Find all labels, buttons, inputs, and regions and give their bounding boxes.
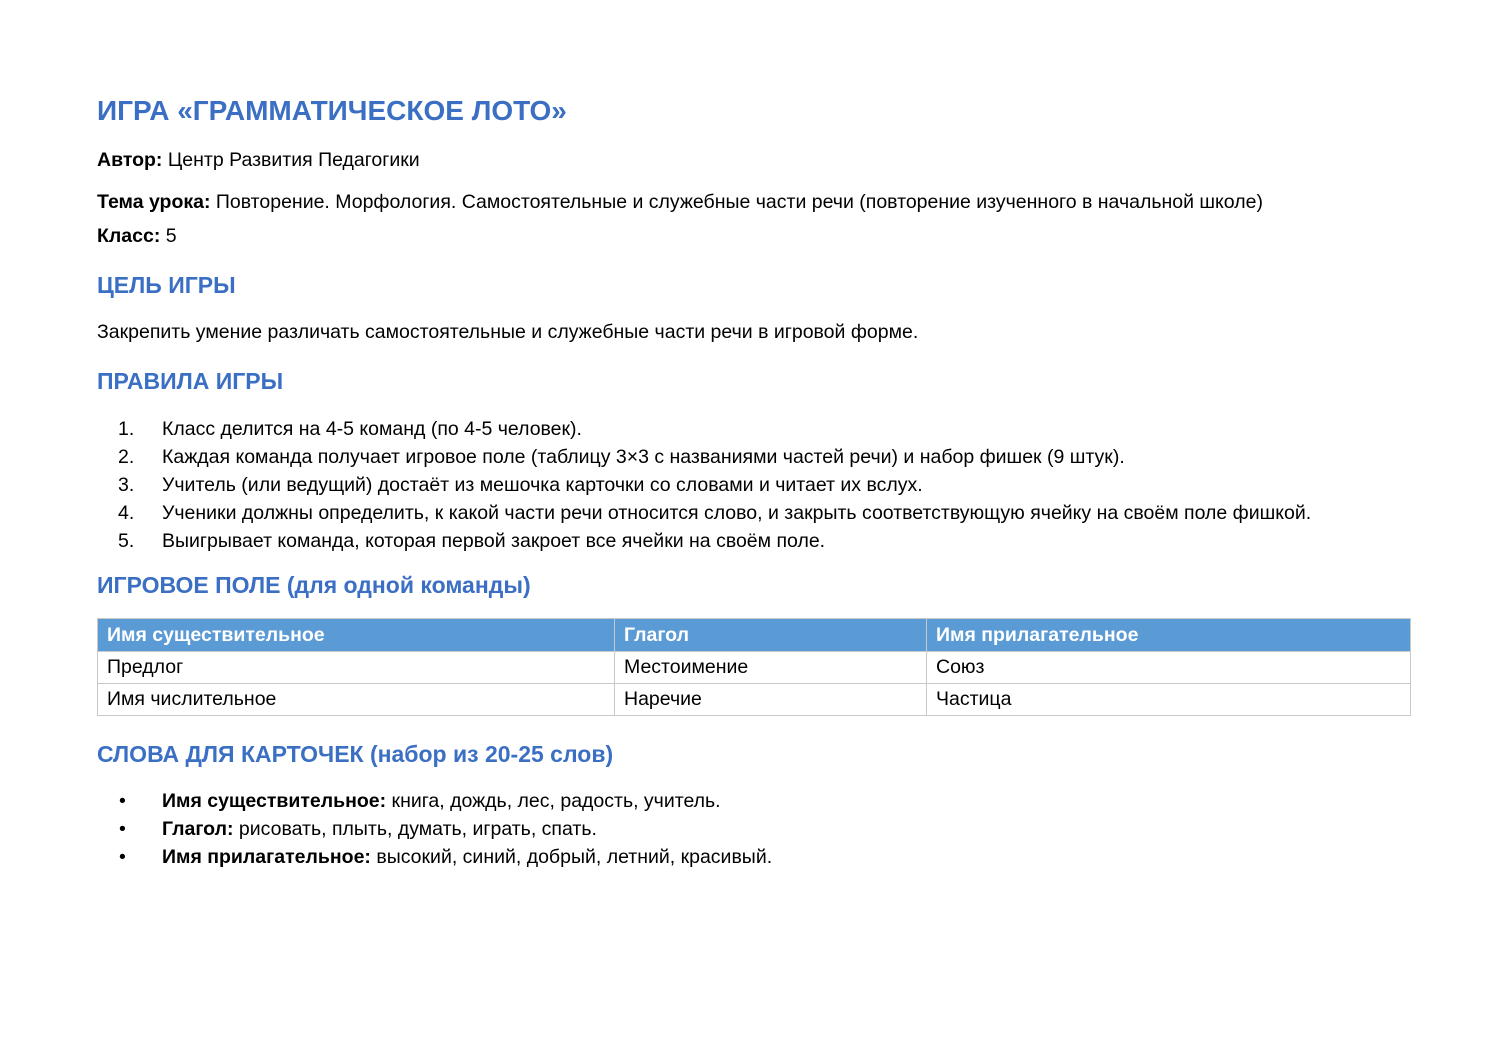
goal-text: Закрепить умение различать самостоятельные и служебные части речи в игровой форме. xyxy=(97,321,919,343)
bullet: • xyxy=(119,790,126,812)
word-category-label: Имя прилагательное: xyxy=(162,846,371,868)
author-value: Центр Развития Педагогики xyxy=(162,149,420,171)
table-header-cell: Глагол xyxy=(615,619,927,652)
word-examples: рисовать, плыть, думать, играть, спать. xyxy=(233,818,597,840)
grade-line xyxy=(97,223,1410,249)
word-examples: книга, дождь, лес, радость, учитель. xyxy=(386,790,721,812)
bullet: • xyxy=(119,818,126,840)
author-label: Автор: xyxy=(97,149,163,171)
word-category-label: Имя существительное: xyxy=(162,790,387,812)
table-header-row xyxy=(98,619,1411,652)
rule-number: 2. xyxy=(118,446,135,468)
rules-list xyxy=(97,417,1410,554)
bullet: • xyxy=(119,846,126,868)
table-cell: Союз xyxy=(927,652,1411,684)
rule-text: Ученики должны определить, к какой части речи относится слово, и закрыть соответствующую ячейку на своём поле фишкой. xyxy=(162,502,1312,524)
table-header-cell: Имя существительное xyxy=(98,619,615,652)
rule-number: 4. xyxy=(118,502,135,524)
cards-heading: СЛОВА ДЛЯ КАРТОЧЕК (набор из 20-25 слов) xyxy=(97,741,614,767)
document-page xyxy=(97,92,1410,873)
grade-label: Класс: xyxy=(97,225,161,247)
board-heading: ИГРОВОЕ ПОЛЕ (для одной команды) xyxy=(97,572,531,598)
table-cell: Предлог xyxy=(98,652,615,684)
table-cell: Наречие xyxy=(615,684,927,716)
list-item xyxy=(97,789,1410,814)
rule-item xyxy=(97,417,1410,442)
table-cell: Частица xyxy=(927,684,1411,716)
rule-item xyxy=(97,501,1410,526)
card-words-list xyxy=(97,789,1410,870)
rules-heading: ПРАВИЛА ИГРЫ xyxy=(97,368,284,394)
list-item xyxy=(97,845,1410,870)
goal-heading: ЦЕЛЬ ИГРЫ xyxy=(97,272,236,298)
table-header-cell: Имя прилагательное xyxy=(927,619,1411,652)
rule-text: Каждая команда получает игровое поле (таблицу 3×3 с названиями частей речи) и набор фишек (9 штук). xyxy=(162,446,1125,468)
topic-label: Тема урока: xyxy=(97,191,211,213)
list-item xyxy=(97,817,1410,842)
document-title: ИГРА «ГРАММАТИЧЕСКОЕ ЛОТО» xyxy=(97,95,567,126)
word-examples: высокий, синий, добрый, летний, красивый. xyxy=(370,846,773,868)
table-row xyxy=(98,652,1411,684)
rule-item xyxy=(97,529,1410,554)
grade-value: 5 xyxy=(160,225,177,247)
rule-item xyxy=(97,473,1410,498)
rule-number: 3. xyxy=(118,474,135,496)
rule-text: Выигрывает команда, которая первой закроет все ячейки на своём поле. xyxy=(162,530,826,552)
game-board-table xyxy=(97,618,1411,716)
rule-item xyxy=(97,445,1410,470)
topic-line xyxy=(97,189,1410,215)
table-row xyxy=(98,684,1411,716)
topic-value: Повторение. Морфология. Самостоятельные и служебные части речи (повторение изученного в начальной школе) xyxy=(210,191,1263,213)
rule-number: 1. xyxy=(118,418,135,440)
author-line xyxy=(97,147,1410,173)
rule-text: Класс делится на 4-5 команд (по 4-5 человек). xyxy=(162,418,582,440)
table-cell: Местоимение xyxy=(615,652,927,684)
rule-text: Учитель (или ведущий) достаёт из мешочка карточки со словами и читает их вслух. xyxy=(162,474,923,496)
table-cell: Имя числительное xyxy=(98,684,615,716)
word-category-label: Глагол: xyxy=(162,818,234,840)
rule-number: 5. xyxy=(118,530,135,552)
